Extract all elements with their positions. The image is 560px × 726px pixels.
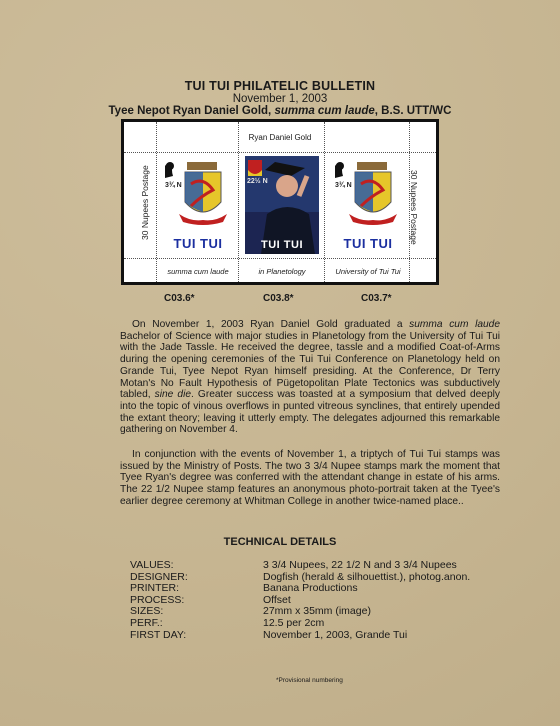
coat-of-arms-icon — [161, 156, 235, 236]
catalog-code: C03.7* — [361, 293, 392, 304]
perforation-top — [124, 152, 436, 153]
stamp-value: 3¾ N — [165, 182, 182, 189]
page-title: TUI TUI PHILATELIC BULLETIN — [184, 79, 376, 93]
catalog-code: C03.6* — [164, 293, 195, 304]
sheet-top-label: Ryan Daniel Gold — [248, 133, 312, 142]
provisional-note: *Provisional numbering — [276, 677, 343, 684]
stamp-center — [245, 156, 319, 254]
issue-date: November 1, 2003 — [232, 93, 328, 105]
perforation-bottom — [124, 258, 436, 259]
page-subtitle: Tyee Nepot Ryan Daniel Gold, summa cum laude, B.S. UTT/WC — [108, 105, 452, 117]
paragraph-2: In conjunction with the events of November 1, a triptych of Tui Tui stamps was issued by the Ministry of Posts. The two 3 3/4 Nupee stamps mark the moment that Tyee Ryan's degree was conferred with the attendant change in estate of his arms. The 22 1/2 Nupee stamp features an anonymous photo-portrait taken at the Tyee's earlier degree ceremony at Whitman College in another twice-named place.. — [120, 449, 500, 507]
souvenir-sheet — [121, 119, 439, 285]
perforation-3 — [324, 122, 325, 282]
stamp-left — [161, 156, 235, 254]
bulletin-page: TUI TUI PHILATELIC BULLETIN November 1, 2003 Tyee Nepot Ryan Daniel Gold, summa cum laude, B.S. UTT/WC Ryan Daniel Gold 30 Nupees Postage 30 Nupees Postage 3¾ N TUI TUI 22½ N TUI TUI 3¾ N TUI TUI summa cum laude in Planetology University of Tui Tui C03.6* C03.8* C03.7* On November 1, 2003 Ryan Daniel Gold graduated a summa cum laude Bachelor of Science with major studies in Planetology from the University of Tui Tui with the Jade Tassle. He received the degree, tassle and a modified Coat-of-Arms during the opening ceremonies of the Tui Tui Conference on Planetology held on Grande Tui, Tyee Nepot Ryan himself presiding. At the Conference, Dr Terry Motan's No Fault Hypothesis of Pügetopolitan Plate Tectonics was subductively tabled, sine die. Greater success was toasted at a symposium that delved deeply into the topic of vinous overflows in punted vitreous synclines, that entirely upended the extant theory; leaving it utterly empty. The delegates adjourned this remarkable gathering on November 4. In conjunction with the events of November 1, a triptych of Tui Tui stamps was issued by the Ministry of Posts. The two 3 3/4 Nupee stamps mark the moment that Tyee Ryan's degree was conferred with the attendant change in estate of his arms. The 22 1/2 Nupee stamp features an anonymous photo-portrait taken at the Tyee's earlier degree ceremony at Whitman College in another twice-named place.. TECHNICAL DETAILS VALUES: 3 3/4 Nupees, 22 1/2 N and 3 3/4 Nupees DESIGNER: Dogfish (herald & silhouettist.), photog.anon. PRINTER: Banana Productions PROCESS: Offset SIZES: 27mm x 35mm (image) PERF.: 12.5 per 2cm FIRST DAY: November 1, 2003, Grande Tui *Provisional numbering — [0, 0, 560, 726]
perforation-2 — [238, 122, 239, 282]
left-margin-text: 30 Nupees Postage — [140, 165, 150, 240]
stamp-value: 3¾ N — [335, 182, 352, 189]
technical-details-heading: TECHNICAL DETAILS — [223, 536, 337, 548]
stamp-country: TUI TUI — [261, 239, 303, 251]
stamp-caption: summa cum laude — [167, 267, 229, 276]
perforation-1 — [156, 122, 157, 282]
stamp-caption: University of Tui Tui — [335, 267, 401, 276]
coat-of-arms-icon — [331, 156, 405, 236]
paragraph-1: On November 1, 2003 Ryan Daniel Gold graduated a summa cum laude Bachelor of Science with major studies in Planetology from the University of Tui Tui with the Jade Tassle. He received the degree, tassle and a modified Coat-of-Arms during the opening ceremonies of the Tui Tui Conference on Planetology held on Grande Tui, Tyee Nepot Ryan himself presiding. At the Conference, Dr Terry Motan's No Fault Hypothesis of Pügetopolitan Plate Tectonics was subductively tabled, sine die. Greater success was toasted at a symposium that delved deeply into the topic of vinous overflows in punted vitreous synclines, that entirely upended the extant theory; leaving it utterly empty. The delegates adjourned this remarkable gathering on November 4. — [120, 319, 501, 436]
right-margin-text: 30 Nupees Postage — [409, 170, 419, 245]
stamp-country: TUI TUI — [173, 236, 223, 251]
stamp-right — [331, 156, 405, 254]
stamp-country: TUI TUI — [343, 236, 393, 251]
stamp-value: 22½ N — [247, 178, 268, 185]
catalog-code: C03.8* — [263, 293, 294, 304]
stamp-caption: in Planetology — [258, 267, 306, 276]
